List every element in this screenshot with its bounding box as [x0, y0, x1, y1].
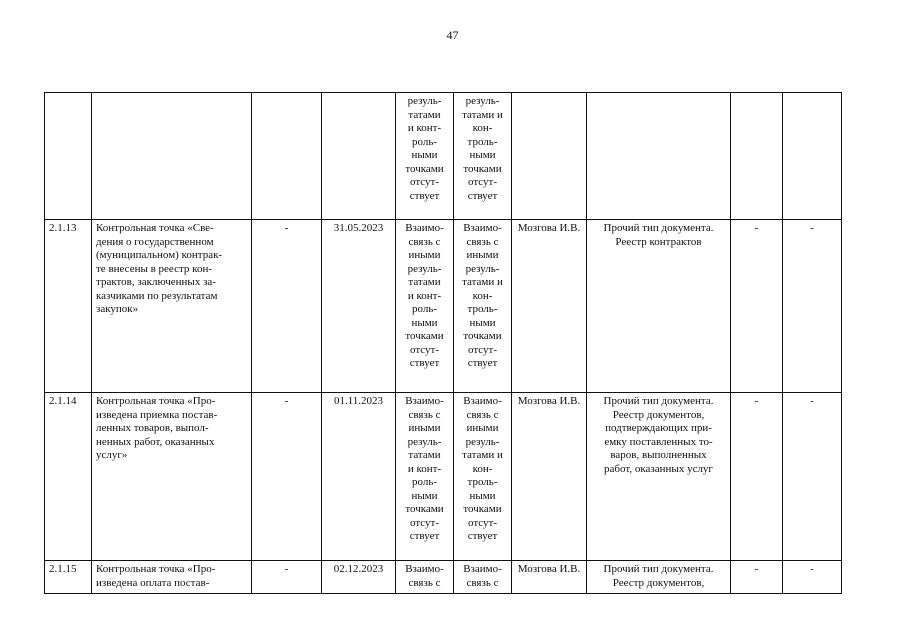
relation-cell-1-line: и конт-	[407, 289, 442, 302]
relation-cell-1-line: отсут-	[409, 343, 439, 356]
document-type-cell-line: Реестр документов,	[612, 576, 705, 589]
relation-cell-1-line: ными	[411, 489, 438, 502]
relation-cell-1-line: Взаимо-	[405, 222, 444, 234]
relation-cell-1-line: связь с	[408, 235, 441, 248]
relation-cell-2-line: кон-	[472, 289, 493, 302]
relation-cell-2-line: троль-	[467, 135, 498, 148]
relation-cell-1-line: ными	[411, 149, 438, 161]
relation-cell-1-line: связь с	[408, 408, 441, 421]
relation-cell-1-line: иными	[408, 422, 441, 434]
row-number-cell: 2.1.13	[45, 220, 92, 393]
relation-cell-1	[396, 561, 454, 594]
relation-cell-2-line: ными	[469, 489, 496, 502]
control-point-name-cell-line: услуг»	[96, 449, 128, 461]
document-type-cell-line: работ, оказанных услуг	[604, 462, 713, 475]
relation-cell-1	[396, 93, 454, 220]
relation-cell-2-line: иными	[466, 422, 499, 434]
relation-cell-2-line: Взаимо-	[463, 222, 502, 234]
control-point-name-cell-line: казчиками по результатам	[96, 289, 218, 302]
relation-cell-2-line: Взаимо-	[463, 563, 502, 575]
relation-cell-2-line: кон-	[472, 462, 493, 475]
control-point-name-cell	[92, 220, 252, 393]
document-type-cell-line: Прочий тип документа.	[603, 222, 714, 234]
document-type-cell	[587, 93, 731, 220]
relation-cell-2	[454, 393, 512, 561]
relation-cell-1	[396, 393, 454, 561]
relation-cell-2	[454, 561, 512, 594]
relation-cell-2-line: связь с	[466, 408, 499, 421]
extra-cell-1: -	[731, 393, 783, 561]
relation-cell-2-line: ными	[469, 149, 496, 161]
due-date-cell	[322, 93, 396, 220]
control-point-name-cell-line: ненных работ, оказанных	[96, 435, 215, 448]
relation-cell-2-line: резуль-	[465, 262, 500, 275]
control-point-name-cell-line: те внесены в реестр кон-	[96, 262, 212, 275]
relation-cell-1-line: резуль-	[407, 435, 442, 448]
relation-cell-1-line: резуль-	[407, 95, 442, 107]
predecessor-cell: -	[252, 220, 322, 393]
relation-cell-1-line: татами	[408, 108, 441, 121]
table-row	[45, 561, 842, 594]
relation-cell-1-line: отсут-	[409, 176, 439, 188]
relation-cell-1-line: роль-	[411, 303, 438, 315]
responsible-cell: Мозгова И.В.	[512, 393, 587, 561]
control-point-name-cell	[92, 561, 252, 594]
document-type-cell-line: емку поставленных то-	[604, 435, 713, 448]
table-row	[45, 220, 842, 393]
relation-cell-2	[454, 93, 512, 220]
row-number-cell: 2.1.14	[45, 393, 92, 561]
relation-cell-1-line: Взаимо-	[405, 563, 444, 575]
relation-cell-2-line: троль-	[467, 476, 498, 488]
row-number-cell	[45, 93, 92, 220]
control-point-name-cell-line: Контрольная точка «Све-	[96, 222, 214, 234]
document-type-cell-line: Прочий тип документа.	[603, 563, 714, 575]
relation-cell-1-line: ствует	[409, 189, 440, 202]
extra-cell-1: -	[731, 220, 783, 393]
extra-cell-1	[731, 93, 783, 220]
extra-cell-2: -	[783, 220, 842, 393]
page-number: 47	[446, 28, 459, 42]
relation-cell-1-line: точками	[405, 330, 444, 342]
relation-cell-2-line: троль-	[467, 303, 498, 315]
relation-cell-1-line: татами	[408, 449, 441, 461]
relation-cell-2-line: ными	[469, 316, 496, 329]
extra-cell-2: -	[783, 393, 842, 561]
relation-cell-2-line: иными	[466, 249, 499, 261]
relation-cell-2-line: ствует	[467, 189, 498, 202]
plan-table	[44, 92, 842, 594]
relation-cell-2-line: точками	[463, 330, 502, 342]
relation-cell-2-line: кон-	[472, 122, 493, 134]
predecessor-cell	[252, 93, 322, 220]
relation-cell-1-line: ными	[411, 316, 438, 329]
relation-cell-1-line: татами	[408, 276, 441, 288]
relation-cell-1-line: роль-	[411, 135, 438, 148]
relation-cell-2-line: ствует	[467, 357, 498, 369]
extra-cell-2	[783, 93, 842, 220]
control-point-name-cell-line: трактов, заключенных за-	[96, 276, 216, 288]
responsible-cell	[512, 93, 587, 220]
relation-cell-2-line: связь с	[466, 235, 499, 248]
relation-cell-1-line: точками	[405, 503, 444, 515]
relation-cell-2	[454, 220, 512, 393]
relation-cell-1-line: и конт-	[407, 462, 442, 475]
relation-cell-2-line: связь с	[466, 576, 499, 589]
responsible-cell: Мозгова И.В.	[512, 561, 587, 594]
relation-cell-2-line: резуль-	[465, 95, 500, 107]
relation-cell-2-line: татами и	[462, 108, 503, 121]
relation-cell-1-line: ствует	[409, 357, 440, 369]
relation-cell-2-line: татами и	[462, 276, 503, 288]
due-date-cell: 02.12.2023	[322, 561, 396, 594]
due-date-cell: 01.11.2023	[322, 393, 396, 561]
row-number-cell: 2.1.15	[45, 561, 92, 594]
control-point-name-cell-line: (муниципальном) контрак-	[96, 249, 223, 261]
relation-cell-1-line: иными	[408, 249, 441, 261]
control-point-name-cell-line: Контрольная точка «Про-	[96, 563, 216, 575]
relation-cell-1-line: связь с	[408, 576, 441, 589]
relation-cell-1-line: ствует	[409, 530, 440, 542]
control-point-name-cell-line: дения о государственном	[96, 235, 214, 248]
relation-cell-1-line: и конт-	[407, 122, 442, 134]
table-row	[45, 393, 842, 561]
relation-cell-1-line: точками	[405, 162, 444, 175]
control-point-name-cell	[92, 93, 252, 220]
table-row	[45, 93, 842, 220]
relation-cell-2-line: точками	[463, 162, 502, 175]
relation-cell-2-line: отсут-	[467, 176, 497, 188]
document-type-cell-line: подтверждающих при-	[605, 422, 712, 434]
extra-cell-2: -	[783, 561, 842, 594]
document-type-cell-line: Прочий тип документа.	[603, 395, 714, 407]
control-point-name-cell-line: изведена оплата постав-	[96, 576, 210, 589]
due-date-cell: 31.05.2023	[322, 220, 396, 393]
control-point-name-cell-line: ленных товаров, выпол-	[96, 422, 209, 434]
document-type-cell	[587, 393, 731, 561]
relation-cell-2-line: резуль-	[465, 435, 500, 448]
document-type-cell-line: Реестр контрактов	[615, 235, 702, 248]
predecessor-cell: -	[252, 561, 322, 594]
document-type-cell	[587, 561, 731, 594]
document-type-cell	[587, 220, 731, 393]
control-point-name-cell-line: изведена приемка постав-	[96, 408, 218, 421]
control-point-name-cell-line: закупок»	[96, 303, 139, 315]
relation-cell-2-line: отсут-	[467, 343, 497, 356]
control-point-name-cell	[92, 393, 252, 561]
relation-cell-1	[396, 220, 454, 393]
control-point-name-cell-line: Контрольная точка «Про-	[96, 395, 216, 407]
relation-cell-2-line: точками	[463, 503, 502, 515]
relation-cell-1-line: отсут-	[409, 516, 439, 529]
relation-cell-2-line: отсут-	[467, 516, 497, 529]
relation-cell-2-line: татами и	[462, 449, 503, 461]
relation-cell-2-line: Взаимо-	[463, 395, 502, 407]
relation-cell-2-line: ствует	[467, 530, 498, 542]
responsible-cell: Мозгова И.В.	[512, 220, 587, 393]
document-type-cell-line: варов, выполненных	[610, 449, 707, 461]
document-type-cell-line: Реестр документов,	[612, 408, 705, 421]
extra-cell-1: -	[731, 561, 783, 594]
predecessor-cell: -	[252, 393, 322, 561]
relation-cell-1-line: роль-	[411, 476, 438, 488]
relation-cell-1-line: резуль-	[407, 262, 442, 275]
relation-cell-1-line: Взаимо-	[405, 395, 444, 407]
